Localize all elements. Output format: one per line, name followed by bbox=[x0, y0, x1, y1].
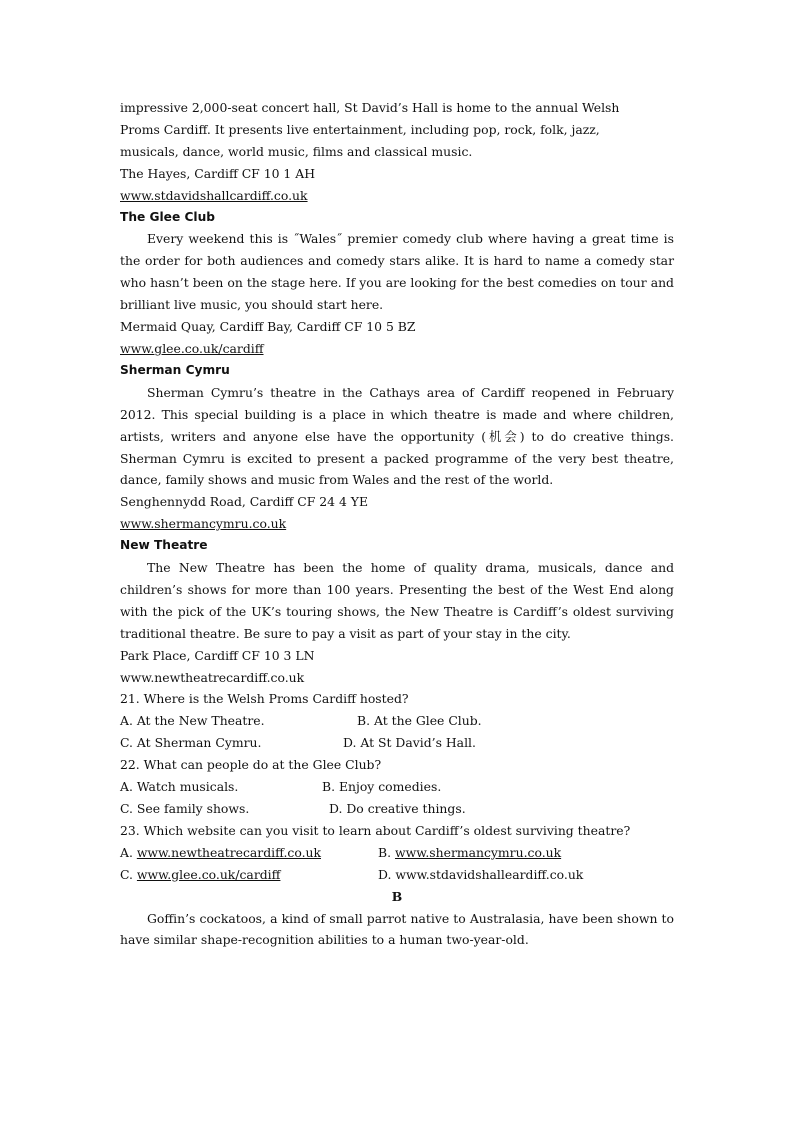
question-21-options-row-2 bbox=[120, 732, 674, 754]
question-23-options-row-1 bbox=[120, 842, 674, 864]
question-23-options-row-2 bbox=[120, 864, 674, 886]
question-23-option-b[interactable] bbox=[378, 842, 561, 864]
option-a-url-link[interactable]: www.newtheatrecardiff.co.uk bbox=[136, 844, 321, 860]
question-21-option-b[interactable]: B. At the Glee Club. bbox=[357, 713, 482, 729]
glee-club-url-link[interactable]: www.glee.co.uk/cardiff bbox=[120, 340, 264, 356]
question-23-stem: 23. Which website can you visit to learn about Cardiff’s oldest surviving theatre? bbox=[120, 822, 631, 838]
question-22-stem: 22. What can people do at the Glee Club? bbox=[120, 757, 382, 773]
option-b-url-link[interactable]: www.shermancymru.co.uk bbox=[394, 844, 562, 860]
question-23-option-d[interactable] bbox=[378, 864, 583, 886]
option-a-letter: A. bbox=[120, 844, 137, 860]
question-22-option-b[interactable]: B. Enjoy comedies. bbox=[322, 779, 442, 795]
option-c-letter: C. bbox=[120, 866, 137, 882]
question-21-option-d[interactable]: D. At St David’s Hall. bbox=[343, 735, 476, 751]
sherman-cymru-address: Senghennydd Road, Cardiff CF 24 4 YE bbox=[120, 494, 368, 510]
new-theatre-heading: New Theatre bbox=[120, 538, 208, 553]
intro-line-2: Proms Cardiff. It presents live entertainment, including pop, rock, folk, jazz, bbox=[120, 121, 600, 137]
st-davids-address: The Hayes, Cardiff CF 10 1 AH bbox=[120, 165, 316, 181]
glee-club-heading: The Glee Club bbox=[120, 209, 215, 224]
document-page bbox=[120, 97, 674, 951]
new-theatre-address: Park Place, Cardiff CF 10 3 LN bbox=[120, 647, 315, 663]
glee-club-address: Mermaid Quay, Cardiff Bay, Cardiff CF 10 5 BZ bbox=[120, 319, 416, 335]
question-22-options-row-2 bbox=[120, 798, 674, 820]
question-22-option-c[interactable]: C. See family shows. bbox=[120, 801, 250, 816]
question-22-option-d[interactable]: D. Do creative things. bbox=[329, 801, 466, 816]
sherman-cymru-url-link[interactable]: www.shermancymru.co.uk bbox=[120, 516, 287, 532]
sherman-cymru-heading: Sherman Cymru bbox=[120, 362, 230, 377]
option-d-letter: D. bbox=[378, 866, 396, 882]
option-d-url: www.stdavidshalleardiff.co.uk bbox=[395, 866, 584, 882]
option-b-letter: B. bbox=[378, 844, 395, 860]
question-22-option-a[interactable]: A. Watch musicals. bbox=[120, 779, 239, 795]
new-theatre-description: The New Theatre has been the home of quality drama, musicals, dance and children’s shows for more than 100 years. Presenting the best of the West End along with the pick of the UK’s touring shows, the New Theatre is Cardiff’s oldest surviving traditional theatre. Be sure to pay a visit as part of your stay in the city. bbox=[120, 560, 674, 641]
question-21-options-row-1 bbox=[120, 710, 674, 732]
option-c-url-link[interactable]: www.glee.co.uk/cardiff bbox=[136, 866, 281, 882]
question-23-option-a[interactable] bbox=[120, 842, 378, 864]
question-21-option-c[interactable]: C. At Sherman Cymru. bbox=[120, 735, 262, 751]
st-davids-url-link[interactable]: www.stdavidshallcardiff.co.uk bbox=[120, 187, 308, 203]
section-b-passage: Goffin’s cockatoos, a kind of small parrot native to Australasia, have been shown to have similar shape-recognition abilities to a human two-year-old. bbox=[120, 910, 674, 948]
intro-line-1: impressive 2,000-seat concert hall, St David’s Hall is home to the annual Welsh bbox=[120, 100, 620, 115]
new-theatre-url: www.newtheatrecardiff.co.uk bbox=[120, 669, 305, 685]
question-21-option-a[interactable]: A. At the New Theatre. bbox=[120, 713, 265, 729]
intro-line-3: musicals, dance, world music, films and classical music. bbox=[120, 143, 473, 159]
sherman-cymru-description: Sherman Cymru’s theatre in the Cathays area of Cardiff reopened in February 2012. This special building is a place in which theatre is made and where children, artists, writers and anyone else have the opportunity (机会) to do creative things. Sherman Cymru is excited to present a packed programme of the very best theatre, dance, family shows and music from Wales and the rest of the world. bbox=[120, 384, 674, 488]
glee-club-description: Every weekend this is ˝Wales˝ premier comedy club where having a great time is the order for both audiences and comedy stars alike. It is hard to name a comedy star who hasn’t been on the stage here. If you are looking for the best comedies on tour and brilliant live music, you should start here. bbox=[120, 231, 674, 313]
section-b-label: B bbox=[391, 888, 403, 904]
question-23-option-c[interactable] bbox=[120, 864, 378, 886]
question-21-stem: 21. Where is the Welsh Proms Cardiff hosted? bbox=[120, 691, 409, 707]
question-22-options-row-1 bbox=[120, 776, 674, 798]
